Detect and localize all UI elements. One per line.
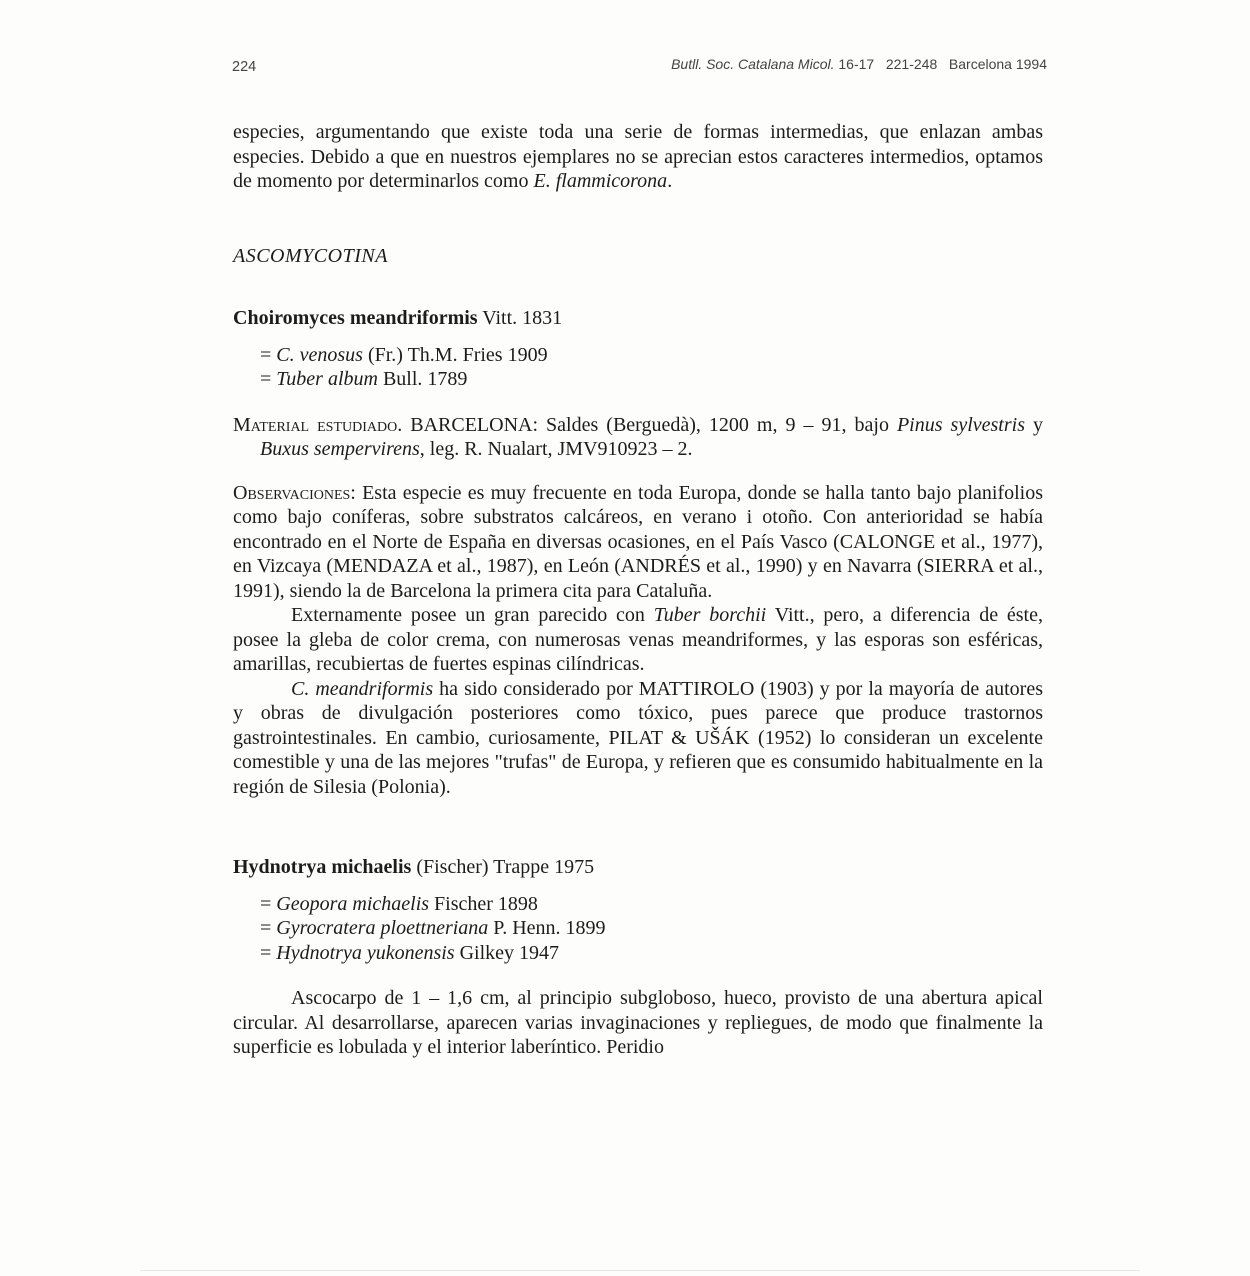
page-number: 224 [232, 59, 257, 75]
synonym-item: = Geopora michaelis Fischer 1898 [260, 892, 538, 915]
place-year: Barcelona 1994 [948, 56, 1047, 72]
scan-edge [140, 1270, 1140, 1271]
synonym-item: = C. venosus (Fr.) Th.M. Fries 1909 [260, 343, 548, 366]
species-author: Vitt. 1831 [482, 307, 563, 329]
synonym-list [233, 343, 1043, 392]
observations-paragraph: C. meandriformis ha sido considerado por MATTIROLO (1903) y por la mayoría de autores y obras de divulgación posteriores como tóxico, pues parece que produce trastornos gastrointestinales. En cambio, curiosamente, PILAT & UŠÁK (1952) lo consideran un excelente comestible y una de las mejores "trufas" de Europa, y refieren que es consumido habitualmente en la región de Silesia (Polonia). [233, 677, 1043, 798]
observations-paragraph: Observaciones: Esta especie es muy frecuente en toda Europa, donde se halla tanto bajo planifolios como bajo coníferas, sobre substratos calcáreos, en verano i otoño. Con anterioridad se había encontrado en el Norte de España en diversas ocasiones, en el País Vasco (CALONGE et al., 1977), en Vizcaya (MENDAZA et al., 1987), en León (ANDRÉS et al., 1990) y en Navarra (SIERRA et al., 1991), siendo la de Barcelona la primera cita para Cataluña. [233, 481, 1043, 602]
page-range: 221-248 [885, 56, 938, 72]
observations-paragraph: Externamente posee un gran parecido con Tuber borchii Vitt., pero, a diferencia de éste, posee la gleba de color crema, con numerosas venas meandriformes, y las esporas son esféricas, amarillas, recubiertas de fuertes espinas cilíndricas. [233, 604, 1043, 675]
synonym-list [233, 892, 1043, 966]
species-heading [233, 855, 1043, 880]
material-label: Material estudiado. [233, 413, 403, 436]
species-name: Choiromyces meandriformis [233, 307, 478, 329]
volume: 16-17 [838, 56, 875, 72]
species-name: Hydnotrya michaelis [233, 856, 412, 878]
species-heading [233, 306, 1043, 331]
intro-paragraph: especies, argumentando que existe toda una serie de formas intermedias, que enlazan ambas especies. Debido a que en nuestros ejemplares no se aprecian estos caracteres intermedios, optamos de momento por determinarlos como E. flammicorona. [233, 121, 1043, 192]
page-body [233, 120, 1043, 1060]
description-paragraph: Ascocarpo de 1 – 1,6 cm, al principio subgloboso, hueco, provisto de una abertura apical circular. Al desarrollarse, aparecen varias invaginaciones y repliegues, de modo que finalmente la superficie es lobulada y el interior laberíntico. Peridio [233, 987, 1043, 1058]
section-title: ASCOMYCOTINA [233, 244, 388, 267]
journal-name: Butll. Soc. Catalana Micol. [671, 56, 835, 72]
material-studied: Material estudiado. BARCELONA: Saldes (Berguedà), 1200 m, 9 – 91, bajo Pinus sylvestris y Buxus sempervirens, leg. R. Nualart, JMV910923 – 2. [233, 413, 1043, 460]
journal-citation [671, 56, 1047, 72]
synonym-item: = Gyrocratera ploettneriana P. Henn. 1899 [260, 917, 606, 939]
species-author: (Fischer) Trappe 1975 [416, 856, 595, 878]
species-ref: E. flammicorona [533, 170, 668, 192]
synonym-item: = Tuber album Bull. 1789 [260, 368, 468, 390]
synonym-item: = Hydnotrya yukonensis Gilkey 1947 [260, 941, 560, 964]
observations-label: Observaciones: [233, 481, 356, 504]
